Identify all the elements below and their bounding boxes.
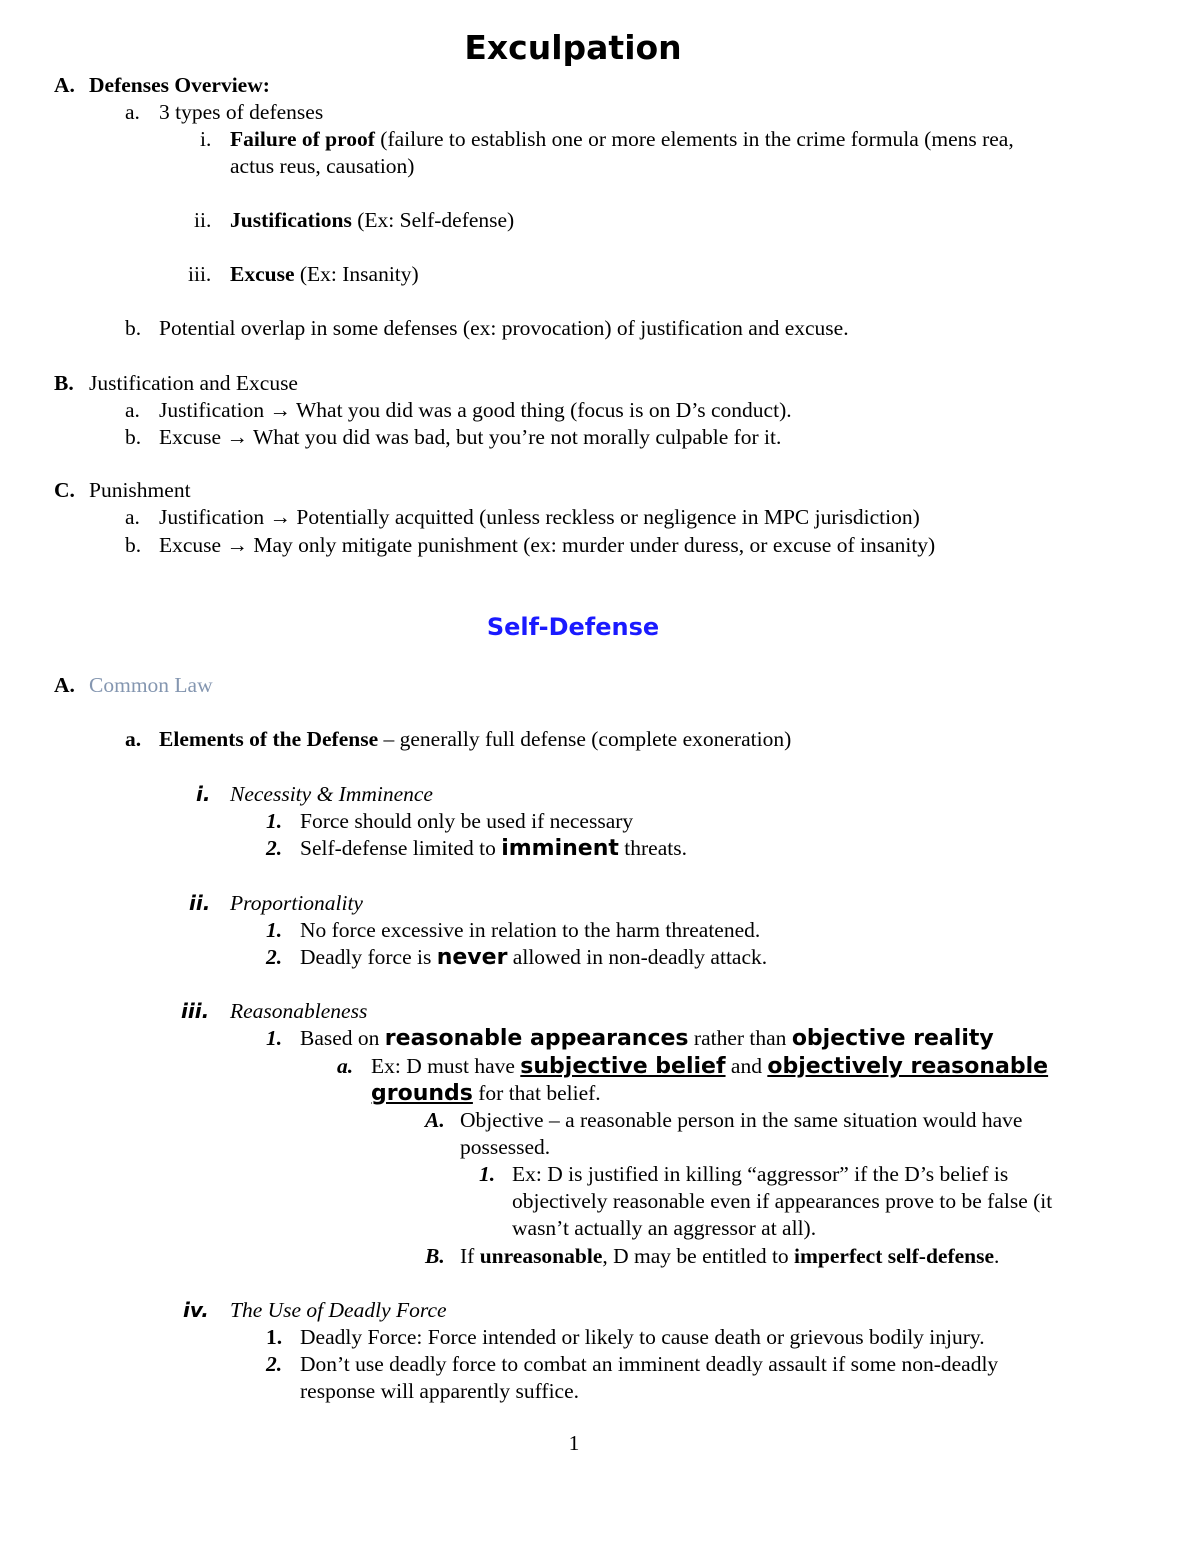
section-heading: Common Law	[89, 673, 213, 697]
item-text: Self-defense limited to	[300, 836, 502, 860]
item-text: (failure to establish one or more elements in the crime formula (mens rea,	[374, 127, 1014, 151]
emphasis: objectively reasonable	[767, 1054, 1049, 1079]
list-item	[159, 424, 781, 450]
page-number: 1	[568, 1431, 580, 1455]
list-marker: ii.	[189, 891, 211, 915]
list-marker: a.	[125, 505, 140, 529]
arrow-icon: →	[269, 398, 291, 422]
item-label: Excuse	[159, 533, 222, 557]
list-item	[230, 261, 419, 287]
emphasis: subjective belief	[520, 1054, 726, 1079]
list-marker: a.	[125, 727, 142, 751]
emphasis: reasonable appearances	[384, 1026, 689, 1051]
item-text: and	[725, 1054, 768, 1078]
list-item	[159, 504, 920, 530]
list-marker: 1.	[266, 918, 283, 942]
term: Justifications	[230, 208, 352, 232]
list-item: Objective – a reasonable person in the same situation would have	[460, 1108, 1023, 1132]
item-text: If	[460, 1244, 480, 1268]
emphasis: never	[436, 945, 508, 970]
list-item-continuation: possessed.	[460, 1135, 551, 1159]
item-text: for that belief.	[472, 1081, 601, 1105]
list-item: Force should only be used if necessary	[300, 809, 634, 833]
emphasis: imminent	[501, 836, 619, 861]
list-item: No force excessive in relation to the harm threatened.	[300, 918, 761, 942]
term: Elements of the Defense	[159, 727, 379, 751]
item-text: (Ex: Insanity)	[294, 262, 419, 286]
list-marker: a.	[337, 1054, 354, 1078]
list-item-continuation	[371, 1080, 601, 1107]
list-item	[371, 1053, 1048, 1080]
list-item	[230, 126, 1014, 152]
item-text: Deadly force is	[300, 945, 437, 969]
arrow-icon: →	[269, 505, 291, 529]
section-marker: C.	[54, 478, 75, 502]
section-heading: Punishment	[89, 478, 191, 502]
item-text: (Ex: Self-defense)	[351, 208, 515, 232]
list-marker: iii.	[188, 262, 212, 286]
section-title: Self-Defense	[486, 613, 660, 641]
item-text: threats.	[618, 836, 687, 860]
item-text: What you did was bad, but you’re not morally culpable for it.	[252, 425, 782, 449]
list-item	[159, 397, 792, 423]
list-marker: ii.	[194, 208, 212, 232]
item-text: Potentially acquitted (unless reckless or negligence in MPC jurisdiction)	[296, 505, 920, 529]
list-item-continuation: wasn’t actually an aggressor at all).	[512, 1216, 817, 1240]
list-marker: iv.	[183, 1298, 209, 1322]
list-item: Potential overlap in some defenses (ex: provocation) of justification and excuse.	[159, 316, 849, 340]
emphasis: grounds	[371, 1081, 473, 1106]
list-marker: 2.	[266, 1352, 283, 1376]
subheading: Proportionality	[230, 891, 363, 915]
list-marker: A.	[425, 1108, 445, 1132]
term: Excuse	[230, 262, 295, 286]
list-marker: b.	[125, 316, 142, 340]
section-heading: Defenses Overview:	[89, 73, 270, 97]
list-item	[300, 944, 767, 971]
page-title: Exculpation	[464, 28, 682, 67]
list-item: 3 types of defenses	[159, 100, 324, 124]
list-item-continuation: response will apparently suffice.	[300, 1379, 580, 1403]
emphasis: objective reality	[791, 1026, 994, 1051]
term: imperfect self-defense	[794, 1244, 995, 1268]
item-label: Justification	[159, 505, 265, 529]
list-marker: i.	[196, 782, 211, 806]
list-item	[159, 532, 935, 558]
list-item-continuation: objectively reasonable even if appearances prove to be false (it	[512, 1189, 1053, 1213]
list-item	[300, 1025, 994, 1052]
list-marker: 2.	[266, 836, 283, 860]
list-marker: a.	[125, 398, 140, 422]
item-label: Justification	[159, 398, 265, 422]
list-marker: 1.	[479, 1162, 496, 1186]
item-label: Excuse	[159, 425, 222, 449]
list-item: Don’t use deadly force to combat an imminent deadly assault if some non-deadly	[300, 1352, 999, 1376]
item-text: , D may be entitled to	[602, 1244, 795, 1268]
item-text: rather than	[688, 1026, 792, 1050]
list-marker: 1.	[266, 1325, 283, 1349]
section-marker: B.	[54, 371, 74, 395]
item-text: allowed in non-deadly attack.	[507, 945, 768, 969]
item-text: – generally full defense (complete exoneration)	[378, 727, 792, 751]
list-item	[460, 1243, 999, 1269]
item-text: Based on	[300, 1026, 385, 1050]
subheading: Necessity & Imminence	[230, 782, 433, 806]
section-marker: A.	[54, 673, 75, 697]
list-marker: 2.	[266, 945, 283, 969]
item-text: May only mitigate punishment (ex: murder under duress, or excuse of insanity)	[253, 533, 936, 557]
list-item: Deadly Force: Force intended or likely to cause death or grievous bodily injury.	[300, 1325, 985, 1349]
subheading: Reasonableness	[230, 999, 368, 1023]
arrow-icon: →	[226, 425, 248, 449]
item-text: What you did was a good thing (focus is on D’s conduct).	[295, 398, 792, 422]
list-item	[230, 207, 514, 233]
list-marker: B.	[425, 1244, 445, 1268]
list-marker: iii.	[181, 999, 210, 1023]
item-text: .	[994, 1244, 1000, 1268]
list-marker: i.	[200, 127, 212, 151]
list-marker: 1.	[266, 809, 283, 833]
list-item: Ex: D is justified in killing “aggressor” if the D’s belief is	[512, 1162, 1009, 1186]
list-marker: a.	[125, 100, 140, 124]
term: Failure of proof	[230, 127, 375, 151]
subheading: The Use of Deadly Force	[230, 1298, 447, 1322]
list-marker: b.	[125, 425, 142, 449]
list-marker: b.	[125, 533, 142, 557]
list-item	[159, 726, 791, 752]
term: unreasonable	[479, 1244, 603, 1268]
list-marker: 1.	[266, 1026, 283, 1050]
arrow-icon: →	[226, 533, 248, 557]
item-text: Ex: D must have	[371, 1054, 521, 1078]
list-item-continuation: actus reus, causation)	[230, 154, 415, 178]
list-item	[300, 835, 687, 862]
section-marker: A.	[54, 73, 75, 97]
section-heading: Justification and Excuse	[89, 371, 298, 395]
